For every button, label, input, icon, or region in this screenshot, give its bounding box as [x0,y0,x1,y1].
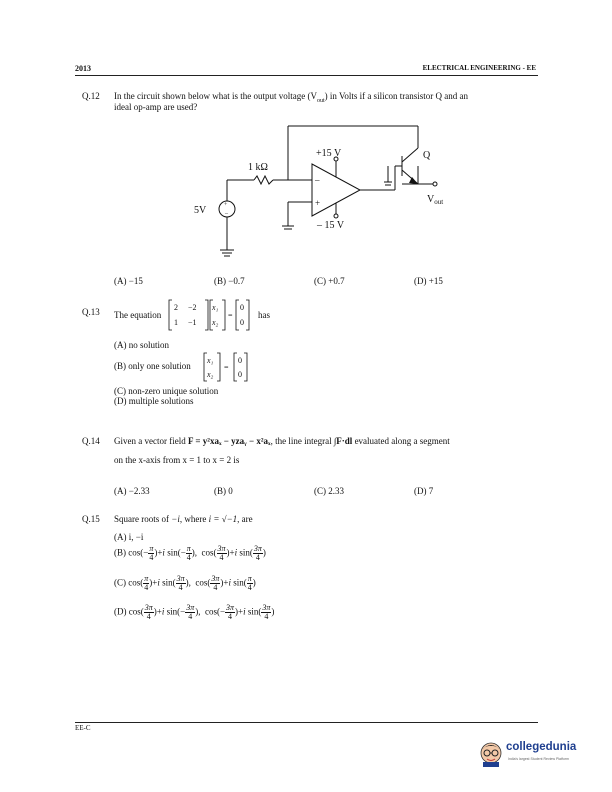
q14-stem-line2: on the x-axis from x = 1 to x = 2 is [114,455,240,465]
q15-number: Q.15 [82,514,100,524]
logo-wordmark: collegedunia [506,741,577,753]
svg-text:x₁: x₁ [212,303,219,312]
svg-text:=: = [228,311,233,320]
svg-text:0: 0 [238,356,242,365]
circuit-vout-label: $V_{out}$ [427,194,444,206]
circuit-plus-sign: + [315,198,321,208]
q15-option-a: (A) i, −i [114,532,144,542]
circuit-source-plus: + [224,202,228,208]
q14-option-c: (C) 2.33 [314,486,344,496]
footer-rule [75,722,538,723]
svg-text:0: 0 [238,370,242,379]
circuit-vminus-label: – 15 V [317,220,345,231]
circuit-transistor-label: Q [423,150,431,161]
q13-tail: has [258,310,270,320]
header-title: ELECTRICAL ENGINEERING - EE [422,64,536,72]
q13-number: Q.13 [82,307,100,317]
q13-option-d: (D) multiple solutions [114,396,194,406]
q12-number: Q.12 [82,91,100,101]
q12-option-d: (D) +15 [414,276,443,286]
circuit-source-label: 5V [194,205,207,216]
logo-tagline: India's largest Student Review Platform [508,757,569,761]
footer-code: EE-C [75,724,91,732]
circuit-vplus-label: +15 V [316,148,342,159]
q14-option-d: (D) 7 [414,486,434,496]
q13-lead: The equation [114,310,162,320]
svg-text:x₂: x₂ [207,370,214,379]
q15-option-d: (D) cos( $\frac{3\pi}{4}$ )+i sin(− $\frac{3\pi}{4}$ ), cos(− $\frac{3\pi}{4}$ )+i sin( $\frac{3\pi}{4}$ ) [114,603,275,621]
svg-text:−1: −1 [188,318,197,327]
svg-text:2: 2 [174,303,178,312]
q14-stem-line1: Given a vector field F = y²xaₓ − yzaᵧ − x²aₓ, the line integral ∫F·dl evaluated along a segment [114,436,450,446]
svg-text:=: = [224,363,229,372]
svg-text:x₁: x₁ [207,356,214,365]
q14-option-a: (A) −2.33 [114,486,150,496]
svg-text:x₂: x₂ [212,318,219,327]
header-rule [75,75,538,76]
q12-circuit-diagram [190,120,460,265]
q12-option-a: (A) −15 [114,276,143,286]
q14-number: Q.14 [82,436,100,446]
q15-option-c: (C) cos( $\frac{\pi}{4}$ )+i sin( $\frac{3\pi}{4}$ ), cos( $\frac{3\pi}{4}$ )+i sin( $\frac{\pi}{4}$ ) [114,574,256,592]
svg-text:0: 0 [240,303,244,312]
q13-equation-matrix [168,298,258,332]
q13-option-b: (B) only one solution [114,361,191,371]
q13-option-b-vector [203,351,251,383]
circuit-minus-sign: – [315,175,320,185]
q15-option-b: (B) cos(− $\frac{\pi}{4}$ )+i sin(− $\frac{\pi}{4}$ ), cos( $\frac{3\pi}{4}$ )+i sin( $\frac{3\pi}{4}$ ) [114,544,266,562]
circuit-resistor-label: 1 kΩ [248,162,268,173]
q15-stem: Square roots of −i, where i = √−1, are [114,514,253,524]
svg-text:1: 1 [174,318,178,327]
svg-text:−2: −2 [188,303,197,312]
svg-text:0: 0 [240,318,244,327]
q12-option-c: (C) +0.7 [314,276,345,286]
q12-stem-line1: In the circuit shown below what is the output voltage $(V_{out})$ in Volts if a silicon transistor Q and an [114,91,469,104]
q14-option-b: (B) 0 [214,486,233,496]
q13-option-a: (A) no solution [114,340,169,350]
header-year: 2013 [75,64,91,73]
q12-stem-line2: ideal op-amp are used? [114,102,198,112]
mascot-icon [478,737,504,767]
q13-option-c: (C) non-zero unique solution [114,386,219,396]
circuit-source-minus: – [225,211,228,217]
q12-option-b: (B) −0.7 [214,276,245,286]
